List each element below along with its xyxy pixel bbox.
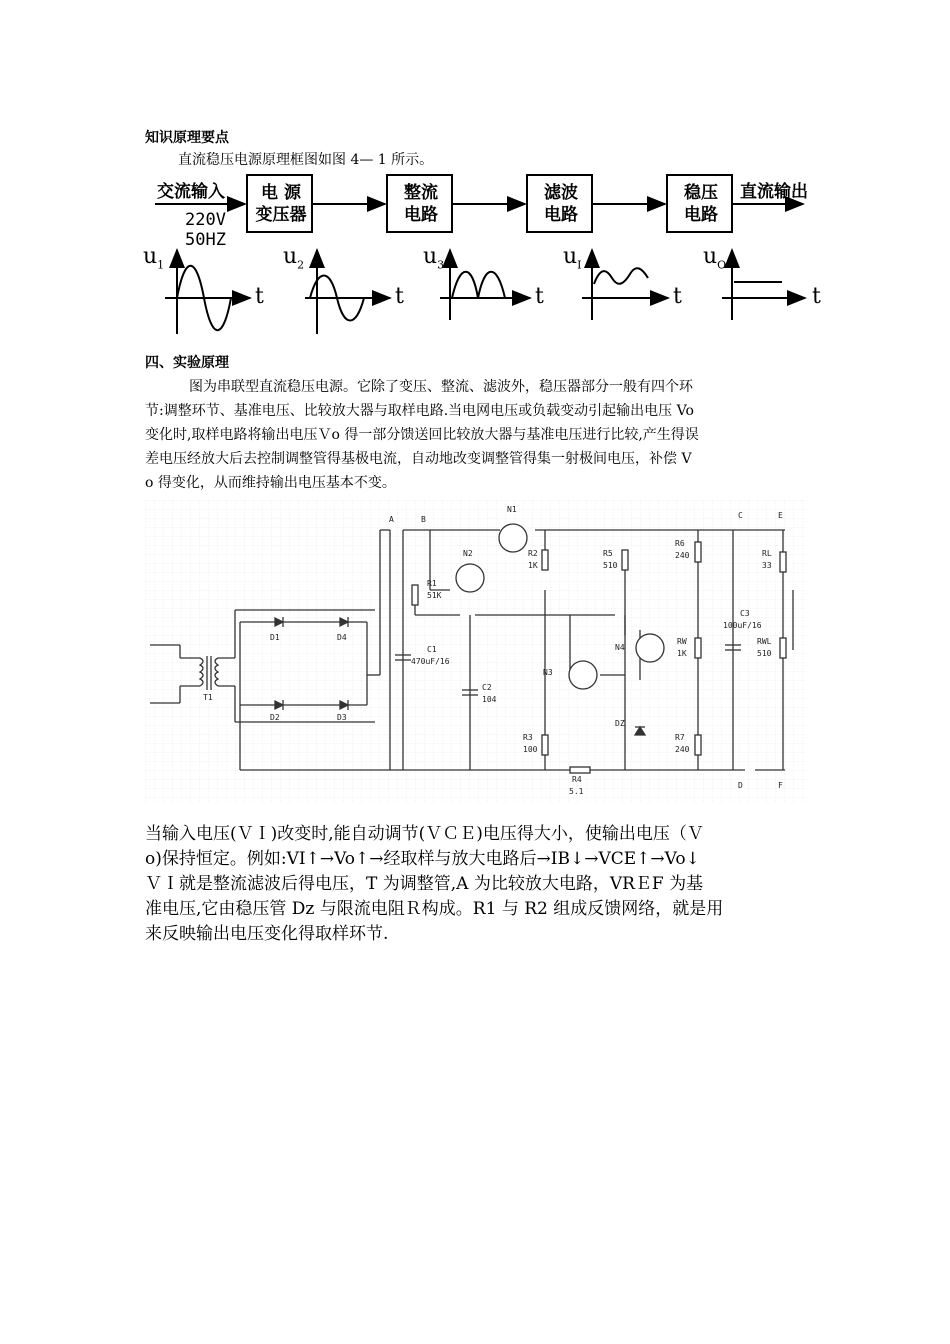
- block4-line2: 电路: [684, 205, 718, 225]
- label-R1-value: 51K: [427, 591, 442, 600]
- label-D: D: [738, 781, 743, 790]
- label-E: E: [778, 511, 783, 520]
- waveform-label-u1: $u_1$: [143, 244, 165, 272]
- label-RWL-value: 510: [757, 649, 772, 658]
- experiment-paragraph: [145, 375, 815, 495]
- block1-line1: 电 源: [261, 183, 301, 203]
- waveform-uo: [722, 250, 805, 320]
- para-line: 节:调整环节、基准电压、比较放大器与取样电路.当电网电压或负载变动引起输出电压 Vo: [145, 403, 694, 419]
- para-line: 准电压,它由稳压管 Dz 与限流电阻Ｒ构成。R1 与 R2 组成反馈网络，就是用: [145, 899, 724, 919]
- label-R4-value: 5.1: [569, 787, 584, 796]
- label-R3-value: 100: [523, 745, 538, 754]
- block3-line1: 滤波: [544, 183, 578, 203]
- label-N3: N3: [543, 668, 553, 677]
- label-C1-value: 470uF/16: [411, 657, 450, 666]
- label-D3: D3: [337, 713, 347, 722]
- waveform-u3: [440, 250, 530, 320]
- label-D2: D2: [270, 713, 280, 722]
- waveform-axis-t3: t: [535, 284, 544, 309]
- label-N2: N2: [463, 549, 473, 558]
- label-RL-value: 33: [762, 561, 772, 570]
- waveform-axis-t4: t: [673, 284, 682, 309]
- waveform-label-ui: $u_I$: [563, 244, 582, 272]
- label-RL: RL: [762, 549, 772, 558]
- voltage-label: 220V: [185, 210, 226, 230]
- label-C2: C2: [482, 683, 492, 692]
- label-A: A: [389, 515, 394, 524]
- label-N4: N4: [615, 643, 625, 652]
- waveform-label-u3: $u_3$: [423, 244, 445, 272]
- label-RWL: RWL: [757, 637, 772, 646]
- ac-input-label: 交流输入: [157, 182, 225, 202]
- label-F: F: [778, 781, 783, 790]
- circuit-schematic: [145, 500, 805, 802]
- explanation-paragraph: [145, 822, 825, 947]
- section-heading-experiment: 四、实验原理: [145, 355, 229, 371]
- waveform-axis-t1: t: [255, 284, 264, 309]
- block-diagram-intro: 直流稳压电源原理框图如图 4— 1 所示。: [178, 152, 434, 168]
- label-R4: R4: [572, 775, 582, 784]
- label-R6-value: 240: [675, 551, 690, 560]
- label-R6: R6: [675, 539, 685, 548]
- frequency-label: 50HZ: [185, 230, 226, 250]
- label-D4: D4: [337, 633, 347, 642]
- waveform-label-u2: $u_2$: [283, 244, 305, 272]
- label-R7: R7: [675, 733, 685, 742]
- label-R2-value: 1K: [528, 561, 538, 570]
- label-RW: RW: [677, 637, 687, 646]
- dc-output-label: 直流输出: [740, 182, 808, 202]
- block3-line2: 电路: [544, 205, 578, 225]
- label-R1: R1: [427, 579, 437, 588]
- label-C1: C1: [427, 645, 437, 654]
- para-line: o 得变化，从而维持输出电压基本不变。: [145, 475, 396, 491]
- label-R5-value: 510: [603, 561, 618, 570]
- label-R7-value: 240: [675, 745, 690, 754]
- waveform-ui: [582, 250, 668, 320]
- label-T1: T1: [203, 693, 213, 702]
- para-line: o)保持恒定。例如:VI↑→Vo↑→经取样与放大电路后→IB↓→VCE↑→Vo↓: [145, 849, 700, 869]
- waveform-axis-t5: t: [812, 284, 821, 309]
- label-RW-value: 1K: [677, 649, 687, 658]
- label-C: C: [738, 511, 743, 520]
- schematic-grid: [145, 500, 805, 802]
- para-line: ＶＩ就是整流滤波后得电压，T 为调整管,A 为比较放大电路，VRＥF 为基: [145, 874, 704, 894]
- waveform-u1: [165, 250, 250, 334]
- waveform-label-uo: $u_O$: [703, 244, 727, 272]
- waveform-u2: [305, 250, 390, 334]
- label-R3: R3: [523, 733, 533, 742]
- para-line: 当输入电压(ＶＩ)改变时,能自动调节(ＶＣＥ)电压得大小，使输出电压（Ｖ: [145, 824, 704, 844]
- label-DZ: DZ: [615, 719, 625, 728]
- section-heading-principles: 知识原理要点: [145, 130, 229, 146]
- block4-line1: 稳压: [684, 183, 718, 203]
- waveform-axis-t2: t: [395, 284, 404, 309]
- para-line: 差电压经放大后去控制调整管得基极电流，自动地改变调整管得集一射极间电压，补偿 V: [145, 451, 692, 467]
- label-R2: R2: [528, 549, 538, 558]
- label-D1: D1: [270, 633, 280, 642]
- block2-line2: 电路: [404, 205, 438, 225]
- para-line: 图为串联型直流稳压电源。它除了变压、整流、滤波外，稳压器部分一般有四个环: [189, 379, 693, 395]
- para-line: 来反映输出电压变化得取样环节.: [145, 924, 389, 944]
- block-diagram: [0, 0, 950, 345]
- label-B: B: [421, 515, 426, 524]
- label-R5: R5: [603, 549, 613, 558]
- label-N1: N1: [507, 505, 517, 514]
- label-C3-value: 100uF/16: [723, 621, 762, 630]
- para-line: 变化时,取样电路将输出电压Ｖo 得一部分馈送回比较放大器与基准电压进行比较,产生得误: [145, 427, 699, 443]
- block2-line1: 整流: [404, 183, 438, 203]
- block1-line2: 变压器: [255, 205, 307, 225]
- label-C2-value: 104: [482, 695, 497, 704]
- label-C3: C3: [740, 609, 750, 618]
